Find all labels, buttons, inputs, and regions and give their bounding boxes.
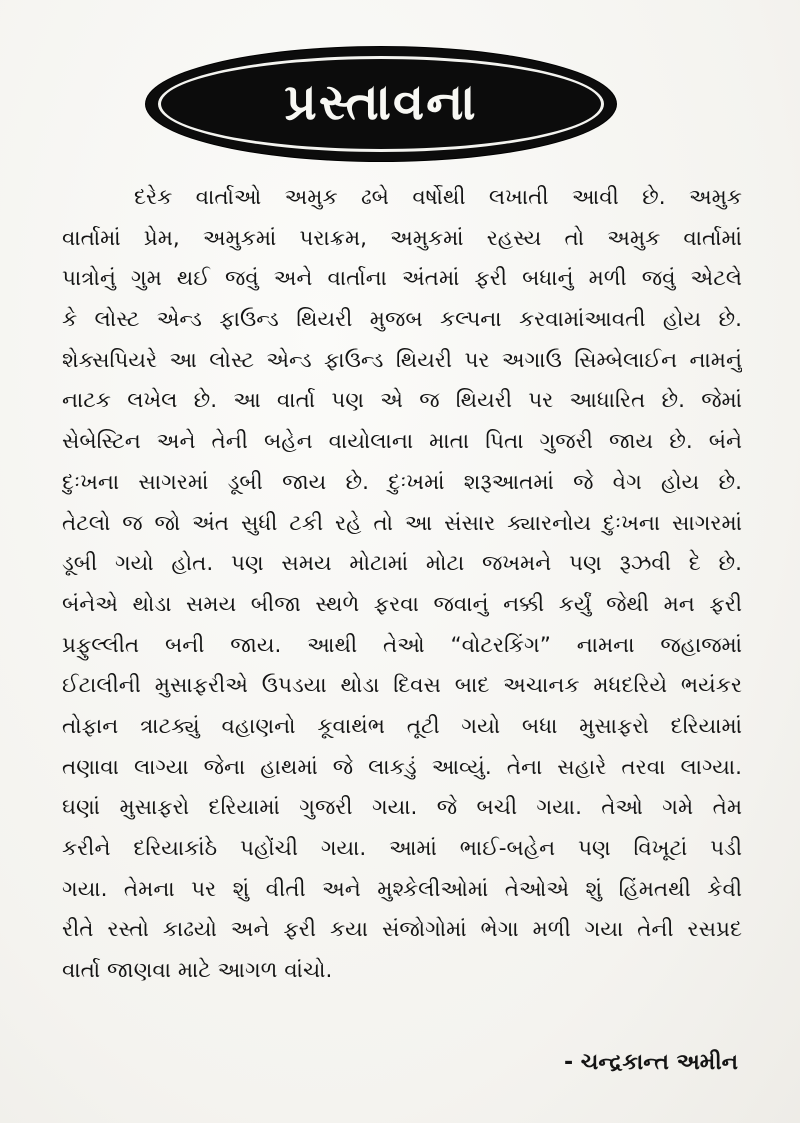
paragraph-line: કરીને દરિયાકાંઠે પહોંચી ગયા. આમાં ભાઈ-બહેન પણ વિખૂટાં પડી: [62, 836, 742, 861]
paragraph-line: ડૂબી ગયો હોત. પણ સમય મોટામાં મોટા જખમને પણ રૂઝવી દે છે.: [62, 551, 742, 577]
paragraph-line: ગયા. તેમના પર શું વીતી અને મુશ્કેલીઓમાં તેઓએ શું હિંમતથી કેવી: [62, 876, 742, 902]
paragraph-line: રીતે રસ્તો કાઢયો અને ફરી કયા સંજોગોમાં ભેગા મળી ગયા તેની રસપ્રદ: [62, 917, 742, 943]
paragraph-line: વાર્તા જાણવા માટે આગળ વાંચો.: [62, 958, 333, 984]
paragraph-line: ઈટાલીની મુસાફરીએ ઉપડયા થોડા દિવસ બાદ અચાનક મધદરિયે ભયંકર: [62, 673, 742, 699]
paragraph-line: દરેક વાર્તાઓ અમુક ઢબે વર્ષોથી લખાતી આવી છે. અમુક: [134, 185, 742, 210]
paragraph-line: બંનેએ થોડા સમય બીજા સ્થળે ફરવા જવાનું નક્કી કર્યું જેથી મન ફરી: [62, 591, 742, 617]
preface-paragraph: [62, 178, 742, 992]
paragraph-line: તેટલો જ જો અંત સુધી ટકી રહે તો આ સંસાર ક્યારનોય દુઃખના સાગરમાં: [62, 510, 742, 536]
paragraph-line: નાટક લખેલ છે. આ વાર્તા પણ એ જ થિયરી પર આધારિત છે. જેમાં: [62, 388, 742, 414]
paragraph-line: સેબેસ્ટિન અને તેની બહેન વાયોલાના માતા પિતા ગુજરી જાય છે. બંને: [62, 429, 742, 455]
author-signature: - ચન્દ્રકાન્ત અમીન: [563, 1050, 738, 1075]
paragraph-line: તોફાન ત્રાટક્યું વહાણનો કૂવાથંભ તૂટી ગયો બધા મુસાફરો દરિયામાં: [62, 713, 742, 739]
paragraph-line: વાર્તામાં પ્રેમ, અમુકમાં પરાક્રમ, અમુકમાં રહસ્ય તો અમુક વાર્તામાં: [62, 225, 742, 251]
paragraph-line: દુઃખના સાગરમાં ડૂબી જાય છે. દુઃખમાં શરૂઆતમાં જે વેગ હોય છે.: [62, 469, 742, 495]
paragraph-line: ઘણાં મુસાફરો દરિયામાં ગુજરી ગયા. જે બચી ગયા. તેઓ ગમે તેમ: [62, 795, 742, 821]
paragraph-line: તણાવા લાગ્યા જેના હાથમાં જે લાકડું આવ્યું. તેના સહારે તરવા લાગ્યા.: [62, 754, 742, 780]
paragraph-line: પાત્રોનું ગુમ થઈ જવું અને વાર્તાના અંતમાં ફરી બધાનું મળી જવું એટલે: [62, 266, 742, 292]
paragraph-line: શેક્સપિયરે આ લોસ્ટ એન્ડ ફાઉન્ડ થિયરી પર અગાઉ સિમ્બેલાઈન નામનું: [62, 347, 742, 373]
page-title: પ્રસ્તાવના: [284, 72, 478, 131]
paragraph-line: પ્રફુલ્લીત બની જાય. આથી તેઓ “વોટરકિંગ” નામના જહાજમાં: [62, 632, 742, 658]
paragraph-line: કે લોસ્ટ એન્ડ ફાઉન્ડ થિયરી મુજબ કલ્પના કરવામાંઆવતી હોય છે.: [62, 307, 742, 333]
